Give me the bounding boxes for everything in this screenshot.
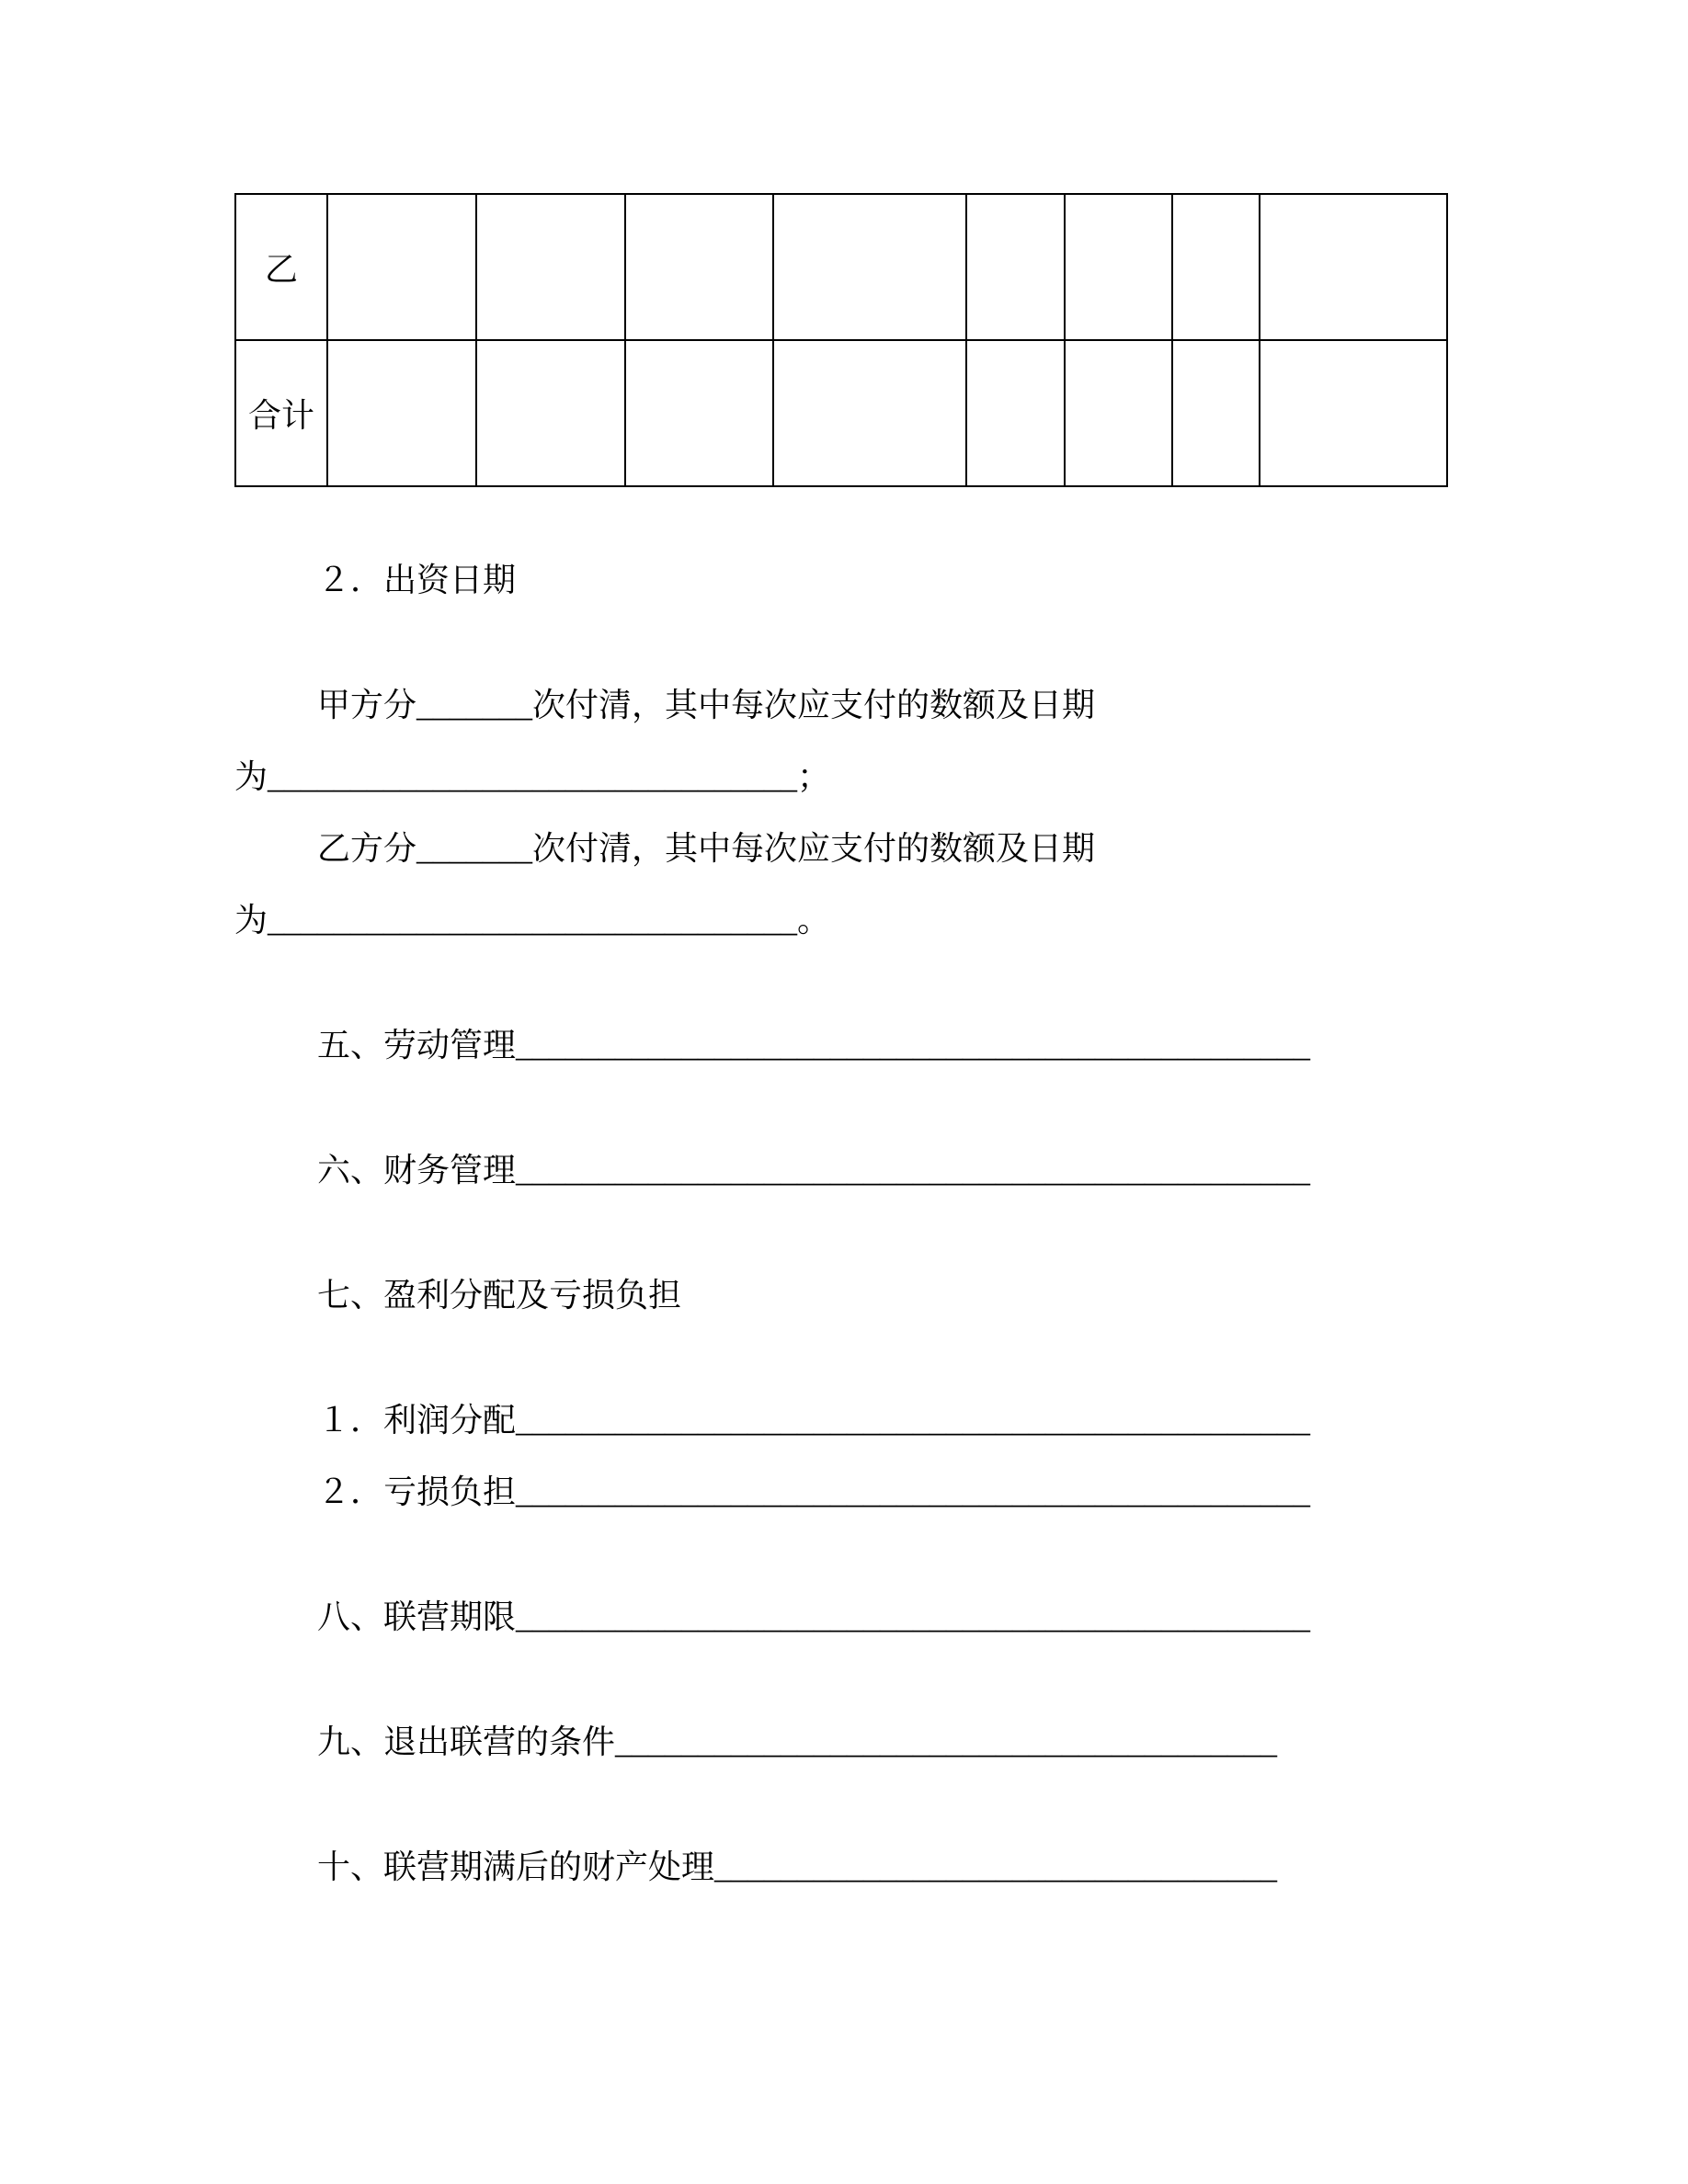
clause-10-property-disposal: 十、联营期满后的财产处理__________________________________ bbox=[317, 1848, 1278, 1885]
clause-2-contribution-date-heading: ２．出资日期 bbox=[317, 562, 517, 598]
clause-8-joint-venture-term: 八、联营期限________________________________________________ bbox=[317, 1598, 1311, 1635]
row-label-total: 合计 bbox=[235, 340, 327, 486]
item-1-profit-distribution: １．利润分配________________________________________________ bbox=[317, 1402, 1311, 1439]
table-cell bbox=[1172, 340, 1260, 486]
table-cell bbox=[966, 194, 1065, 340]
table-cell bbox=[476, 194, 625, 340]
table-row-party-b bbox=[235, 194, 1447, 340]
table-cell bbox=[966, 340, 1065, 486]
item-2-loss-bearing: ２．亏损负担________________________________________________ bbox=[317, 1473, 1311, 1510]
table-cell bbox=[1172, 194, 1260, 340]
table-cell bbox=[1065, 340, 1172, 486]
table-cell bbox=[327, 340, 476, 486]
table-cell bbox=[1065, 194, 1172, 340]
table-cell bbox=[327, 194, 476, 340]
clause-7-profit-loss-heading: 七、盈利分配及亏损负担 bbox=[317, 1277, 682, 1314]
table-cell bbox=[625, 340, 773, 486]
contribution-table bbox=[234, 193, 1448, 487]
party-b-payment-line: 乙方分_______次付清，其中每次应支付的数额及日期 bbox=[317, 830, 1096, 867]
table-row-total bbox=[235, 340, 1447, 486]
table-cell bbox=[773, 194, 966, 340]
table-cell bbox=[1260, 194, 1447, 340]
clause-9-withdrawal-conditions: 九、退出联营的条件________________________________________ bbox=[317, 1723, 1278, 1760]
table-cell bbox=[773, 340, 966, 486]
party-b-payment-continuation: 为________________________________。 bbox=[234, 902, 830, 938]
party-a-payment-line: 甲方分_______次付清，其中每次应支付的数额及日期 bbox=[317, 687, 1096, 723]
clause-5-labor-management: 五、劳动管理________________________________________________ bbox=[317, 1027, 1311, 1064]
row-label-party-b: 乙 bbox=[235, 194, 327, 340]
table-cell bbox=[476, 340, 625, 486]
table-cell bbox=[625, 194, 773, 340]
clause-6-financial-management: 六、财务管理________________________________________________ bbox=[317, 1152, 1311, 1189]
party-a-payment-continuation: 为________________________________； bbox=[234, 758, 830, 795]
table-cell bbox=[1260, 340, 1447, 486]
